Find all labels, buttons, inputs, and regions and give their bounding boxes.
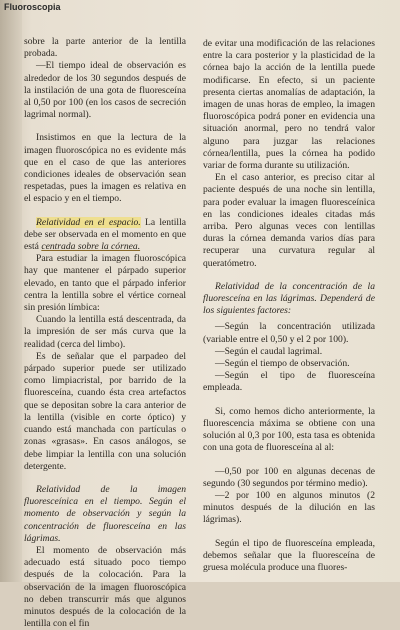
- paragraph: Según el tipo de fluoresceína empleada, debemos señalar que la fluoresceína de gruesa molécula produce una fluores-: [203, 537, 375, 573]
- running-header: Fluoroscopia: [4, 2, 61, 12]
- list-item: —0,50 por 100 en algunas decenas de segundo (30 segundos por término medio).: [203, 465, 375, 489]
- emphasis-centrada: centrada sobre la córnea.: [41, 241, 141, 253]
- paragraph: sobre la parte anterior de la lentilla probada.: [24, 36, 186, 60]
- paragraph: Insistimos en que la lectura de la imagen fluoroscópica no es evidente más que en el caso de que las anteriores condiciones ideales de observación sean respetadas, pues la imagen es relativa en el espacio y en el tiempo.: [24, 132, 186, 205]
- list-item: —Según la concentración utilizada (variable entre el 0,50 y el 2 por 100).: [203, 321, 375, 345]
- subheading-time: Relatividad de la imagen fluoresceínica en el tiempo. Según el momento de observación y según la concentración de fluoresceína en las lágrimas.: [24, 483, 186, 544]
- list-item: —Según el tipo de fluoresceína empleada.: [203, 370, 375, 394]
- list-item: —Según el tiempo de observación.: [215, 358, 350, 370]
- paragraph: Cuando la lentilla está descentrada, da la impresión de ser más curva que la realidad (cerca del limbo).: [24, 314, 186, 350]
- paragraph: Si, como hemos dicho anteriormente, la fluorescencia máxima se obtiene con una solución al 0,3 por 100, esta tasa es obtenida con una gota de fluoresceína al al:: [203, 405, 375, 454]
- page-spine-shadow: [0, 0, 22, 582]
- paragraph: —El tiempo ideal de observación es alrededor de los 30 segundos después de la instilación de una gota de fluoresceína al 0,50 por 100 (en los casos de secreción lagrimal normal).: [24, 60, 186, 121]
- paragraph: El momento de observación más adecuado está situado poco tiempo después de la colocación. Para la observación de la imagen fluoroscópica no deben transcurrir más que algunos minutos después de la colocación de la lentilla con el fin: [24, 544, 186, 630]
- paragraph-text: La lentilla debe ser observada en el momento en que está: [24, 216, 186, 253]
- paragraph: de evitar una modificación de las relaciones entre la cara posterior y la plasticidad de la córnea bajo la acción de la lentilla puede modificarse. En efecto, si un paciente presenta ciertas anomalías de adaptación, la imagen de unas horas de empleo, la imagen fluoroscópica podrá poner en evidencia una situación anormal, pero no tendrá valor alguno para juzgar las relaciones córnea/lentilla, pues la córnea ha podido variar de forma durante su utilización.: [203, 38, 375, 172]
- paragraph: [24, 217, 186, 254]
- paragraph: En el caso anterior, es preciso citar al paciente después de una noche sin lentilla, para poder evaluar la imagen fluoresceínica en las condiciones ideales citadas más arriba. Pero algunas veces con lentillas duras la córnea demanda varios días para recuperar una curvatura regular al queratómetro.: [203, 172, 375, 269]
- subheading-concentration: Relatividad de la concentración de la fluoresceína en las lágrimas. Dependerá de los siguientes factores:: [203, 280, 375, 317]
- paragraph: Es de señalar que el parpadeo del párpado superior puede ser utilizado como limpiacristal, por barrido de la fluoresceína, cuando ésta crea artefactos que se depositan sobre la cara anterior de la lentilla (visible en corte óptico) y cuando está manchada con partículas o zonas «grasas». En casos análogos, se debe limpiar la lentilla con una solución detergente.: [24, 350, 186, 472]
- list-item: —Según el caudal lagrimal.: [215, 345, 323, 357]
- right-column: [203, 38, 375, 574]
- list-item: —2 por 100 en algunos minutos (2 minutos después de la dilución en las lágrimas).: [203, 489, 375, 526]
- subheading-space: Relatividad en el espacio.: [36, 216, 141, 228]
- left-column: [24, 36, 186, 630]
- paragraph: Para estudiar la imagen fluoroscópica hay que mantener el párpado superior elevado, en tanto que el párpado inferior centra la lentilla sobre el vértice corneal sin presión límbica:: [24, 253, 186, 314]
